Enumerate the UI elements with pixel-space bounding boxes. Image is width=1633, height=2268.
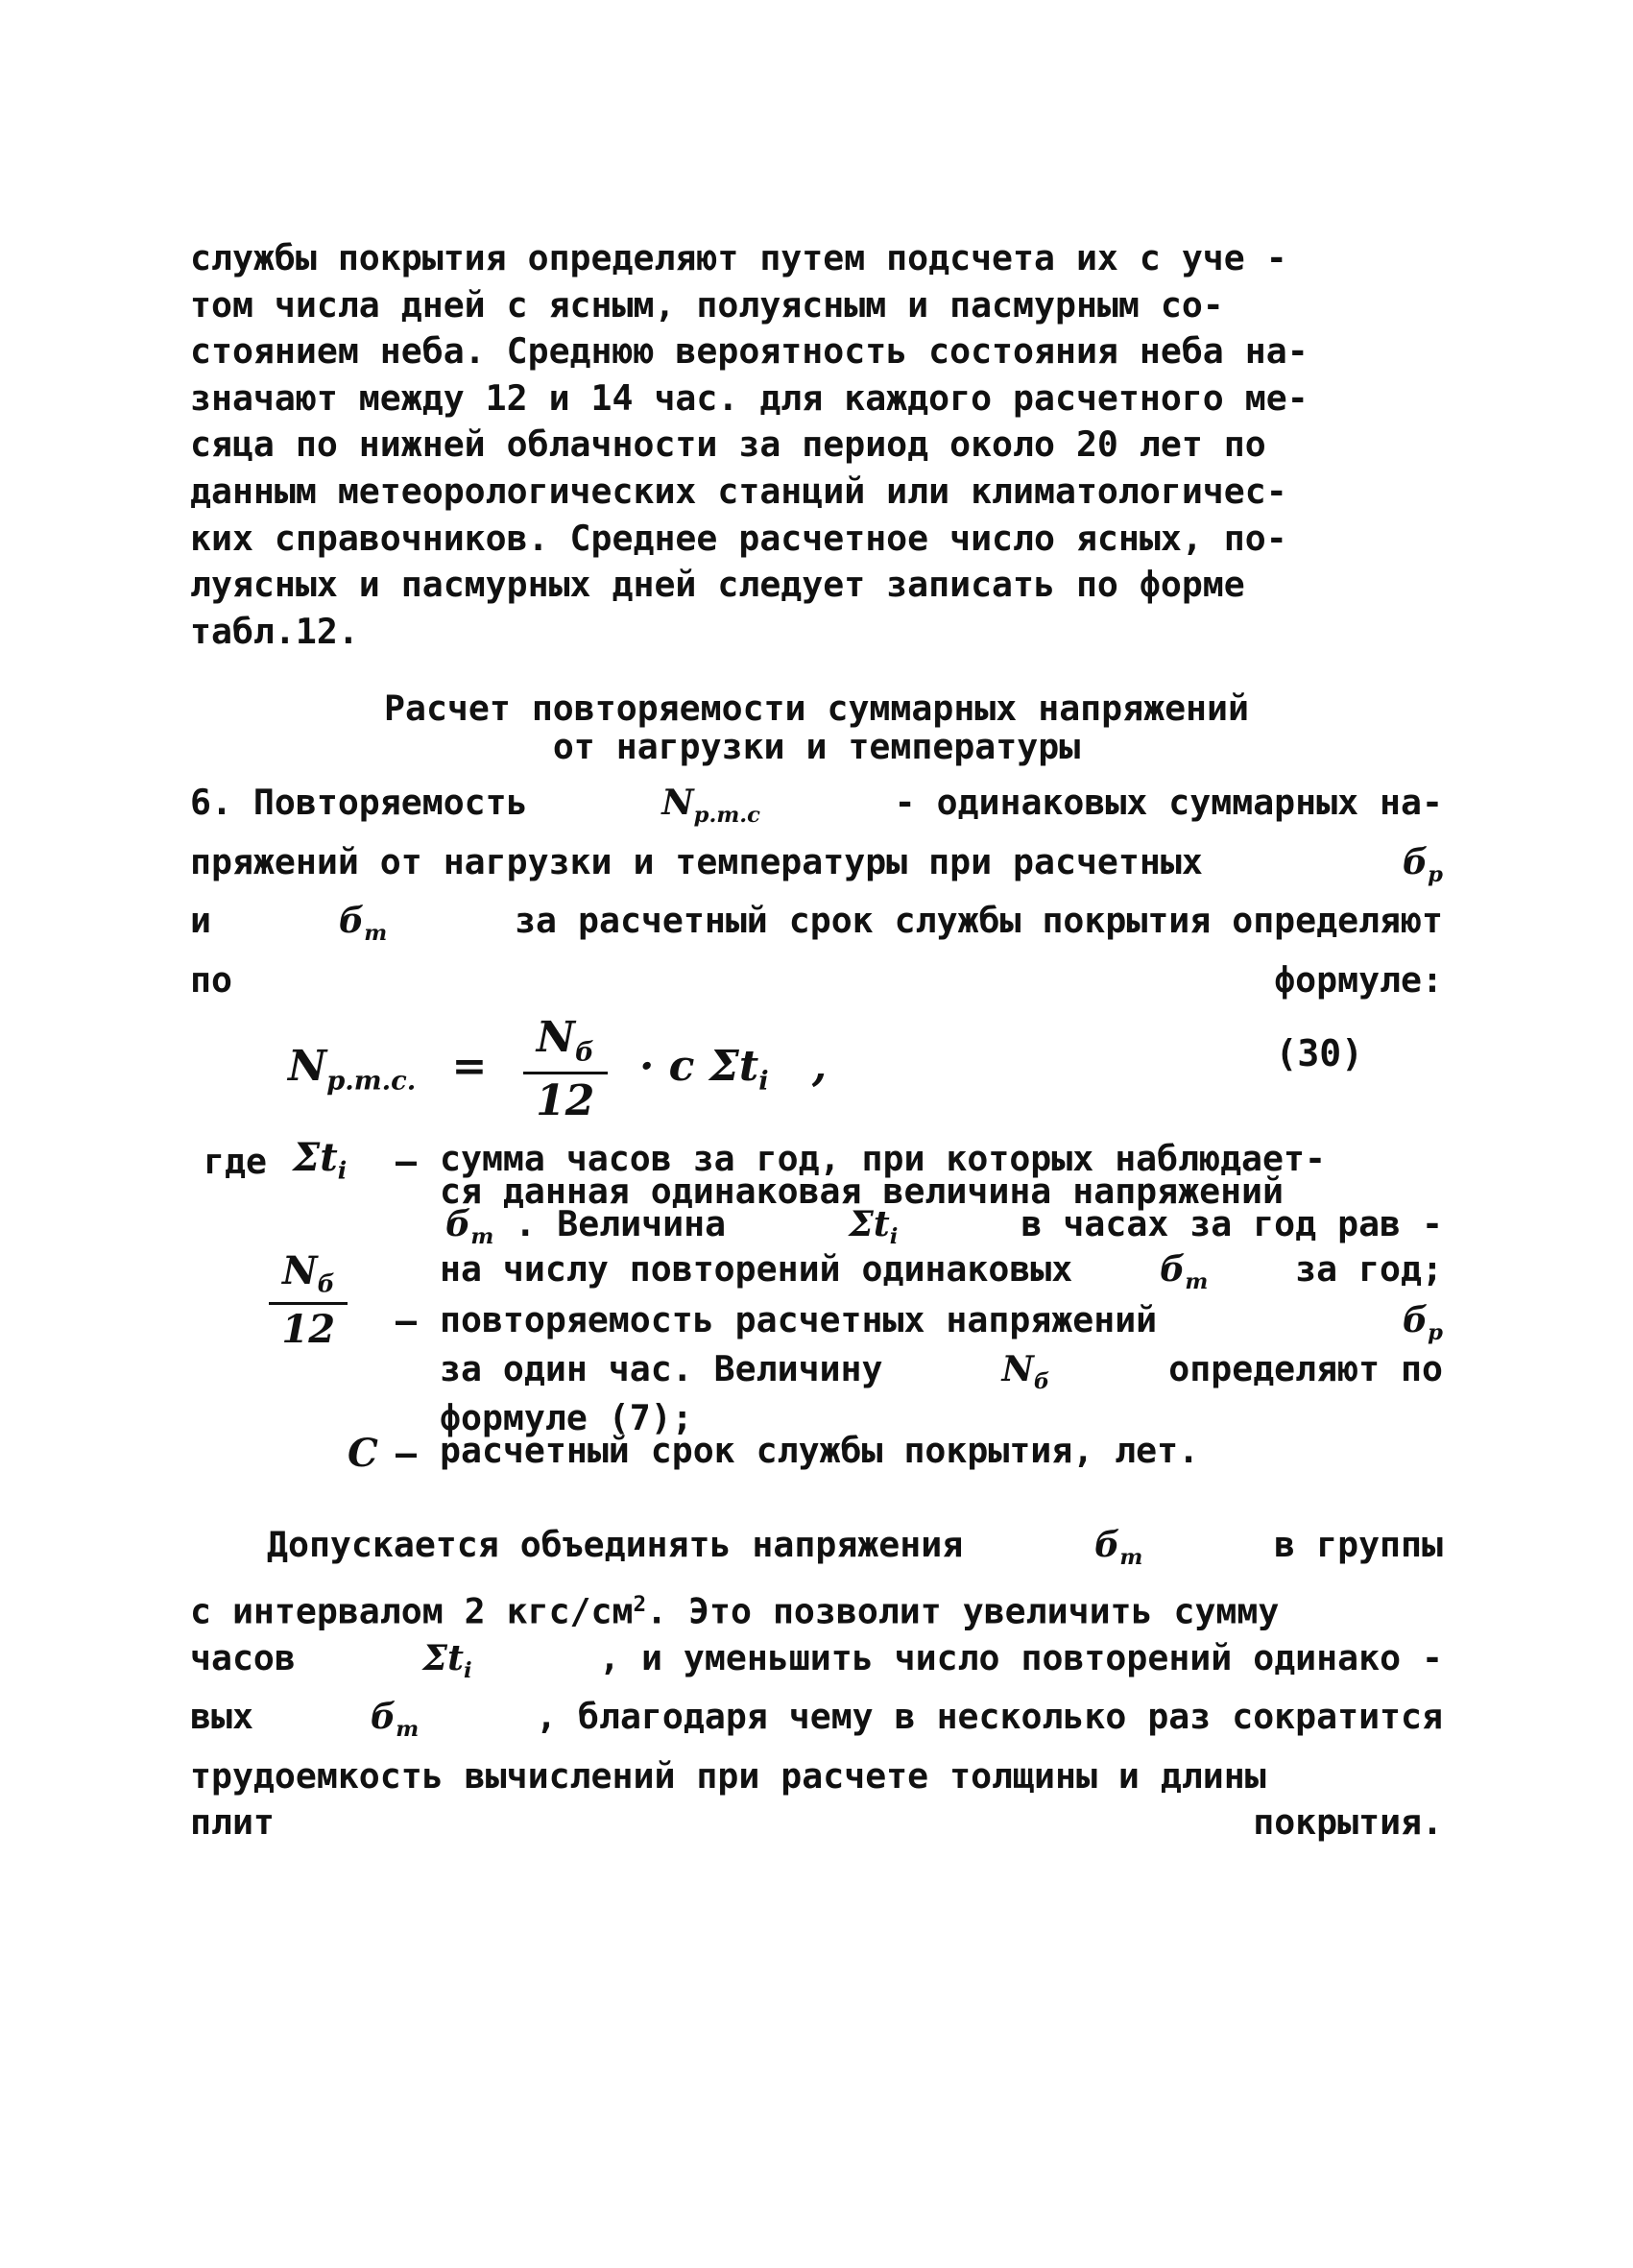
formula-30 [278,994,1363,1125]
symbol-sigma-r: $б_р$ [1402,840,1443,887]
text-line: вых $б_т$ , благодаря чему в несколько раз сократится [190,1696,1443,1742]
text-line: сяца по нижней облачности за период около 20 лет по [190,423,1266,466]
text-line: и $б_т$ за расчетный срок службы покрытия определяют [190,898,1443,957]
symbol-n-rts: $N_{р.т.с}$ [661,782,760,828]
text-line: табл.12. [190,610,359,652]
text-line: по формуле: [190,958,1443,1001]
text-line: $б_т$ . Величина $\Sigma t_i$ в часах за год рав - [440,1208,1443,1253]
text-line: трудоемкость вычислений при расчете толщины и длины [190,1754,1266,1797]
text-line: пряжений от нагрузки и температуры при расчетных $б_р$ [190,839,1443,899]
def-dash: – [396,1433,417,1474]
text-line: том числа дней с ясным, полуясным и пасмурным со- [190,283,1224,326]
def-dash: – [396,1141,417,1182]
def-symbol-sum-t: $\Sigma t_i$ [293,1135,348,1185]
def-text-c: расчетный срок службы покрытия, лет. [440,1430,1200,1471]
text-line: стоянием неба. Среднюю вероятность состояния неба на- [190,330,1309,373]
def-text-fraction [440,1299,1443,1438]
paragraph-sky-conditions [190,235,1443,655]
section-heading [190,689,1443,766]
text-line: формуле (7); [440,1396,693,1438]
paragraph-grouping [190,1522,1443,1846]
text-line: луясных и пасмурных дней следует записать по форме [190,564,1245,606]
symbol-sum-t: $\Sigma t_i$ [849,1203,899,1249]
text-line: за один час. Величину $N_б$ определяют по [440,1347,1443,1394]
text-line: на числу повторений одинаковых $б_т$ за год; [440,1253,1443,1298]
text-line: службы покрытия определяют путем подсчета их с уче - [190,237,1287,278]
equation-number: (30) [1275,1032,1363,1074]
formula-expression: $N_{р.т.с.}$ = $\frac{N_б}{12}$ · c $\Sigma t_i$ , [288,1013,828,1125]
text-line: значают между 12 и 14 час. для каждого расчетного ме- [190,376,1309,419]
def-symbol-fraction: $\frac{N_б}{12}$ [269,1248,348,1352]
text-line: сумма часов за год, при которых наблюдает- [440,1138,1326,1179]
paragraph-repeatability [190,780,1443,1003]
section-heading-line: от нагрузки и температуры [552,726,1081,767]
text-line: ких справочников. Среднее расчетное число ясных, по- [190,517,1287,559]
text-line: Допускается объединять напряжения $б_т$ в группы [267,1524,1443,1570]
text-line: плит покрытия. [190,1801,1443,1844]
text-line: 6. Повторяемость $N_{р.т.с}$ - одинаковых суммарных на- [190,780,1443,839]
symbol-sigma-t: $б_т$ [1160,1247,1209,1294]
symbol-sigma-t: $б_т$ [338,900,388,946]
text-line: повторяемость расчетных напряжений $б_р$ [440,1299,1443,1345]
def-dash: – [396,1300,417,1341]
where-label: где [204,1141,267,1182]
fraction-n-over-12: $\frac{N_б}{12}$ [523,1013,608,1125]
text-line: часов $\Sigma t_i$ , и уменьшить число повторений одинако - [190,1636,1443,1683]
section-heading-line: Расчет повторяемости суммарных напряжений [384,688,1249,729]
text-line: ся данная одинаковая величина напряжений [440,1170,1284,1212]
def-text-sum-t [440,1138,1443,1298]
def-symbol-c: C [348,1431,378,1476]
text-line: с интервалом 2 кгс/$см^2$. Это позволит увеличить сумму [190,1589,1280,1631]
text-line: данным метеорологических станций или климатологичес- [190,470,1287,512]
